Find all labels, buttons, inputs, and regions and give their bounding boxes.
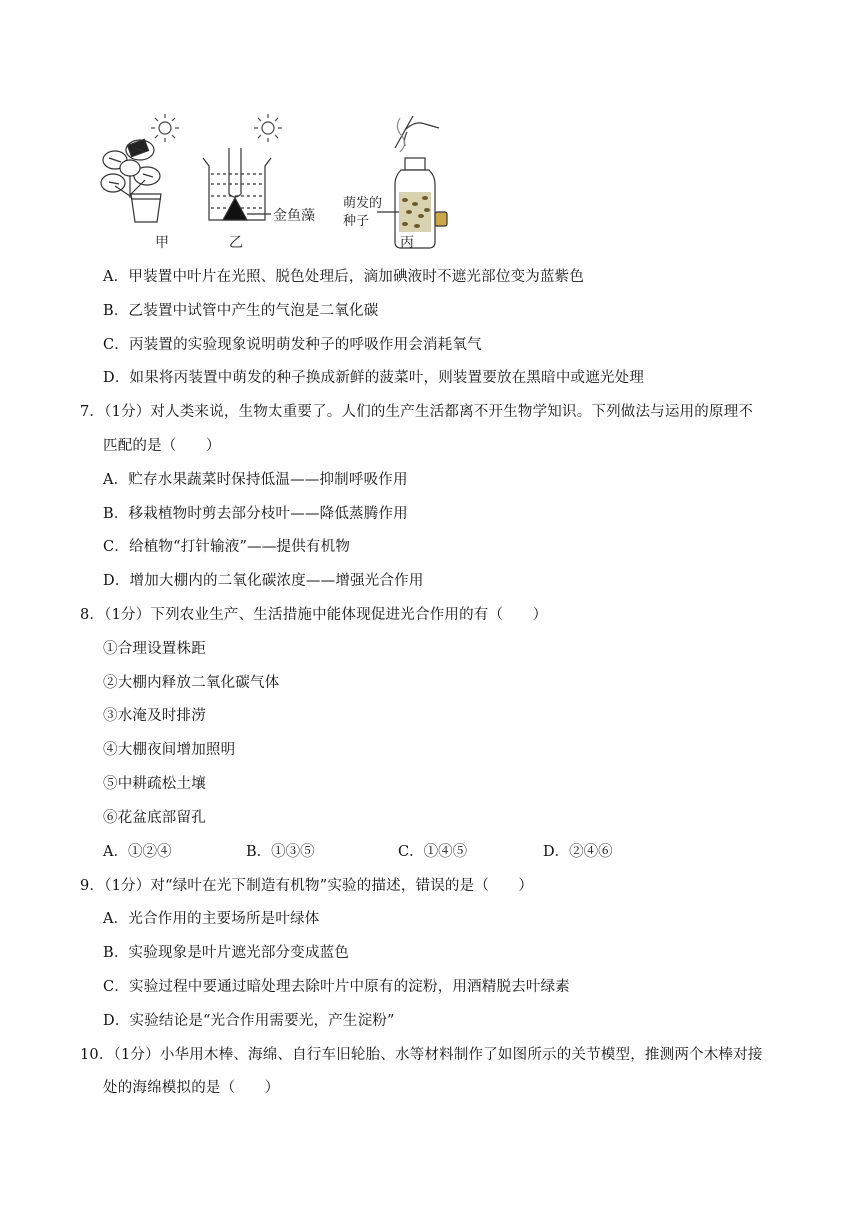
q6-option-a: A．甲装置中叶片在光照、脱色处理后，滴加碘液时不遮光部位变为蓝紫色	[103, 269, 585, 285]
q8-item-1: ①合理设置株距	[103, 641, 206, 657]
q7-option-a: A．贮存水果蔬菜时保持低温——抑制呼吸作用	[103, 472, 408, 488]
label-algae: 金鱼藻	[273, 208, 315, 224]
q9-option-c: C．实验过程中要通过暗处理去除叶片中原有的淀粉，用酒精脱去叶绿素	[103, 979, 570, 995]
sun-icon-2	[254, 114, 282, 142]
q8-item-5: ⑤中耕疏松土壤	[103, 776, 206, 792]
q9-option-d: D．实验结论是“光合作用需要光，产生淀粉”	[103, 1013, 395, 1029]
q9-option-b: B．实验现象是叶片遮光部分变成蓝色	[103, 945, 350, 961]
q10-stem-line2: 处的海绵模拟的是（ ）	[103, 1080, 280, 1096]
q8-stem: 8．（1分）下列农业生产、生活措施中能体现促进光合作用的有（ ）	[80, 607, 548, 623]
q7-option-d: D．增加大棚内的二氧化碳浓度——增强光合作用	[103, 573, 424, 589]
q7-stem-line2: 匹配的是（ ）	[103, 438, 221, 454]
beaker-drawing	[203, 148, 271, 220]
q6-option-d: D．如果将丙装置中萌发的种子换成新鲜的菠菜叶，则装置要放在黑暗中或遮光处理	[103, 370, 645, 386]
seed-bottle-drawing	[377, 116, 447, 248]
label-seed-line2: 种子	[343, 214, 370, 229]
q8-item-6: ⑥花盆底部留孔	[103, 810, 206, 826]
label-bing: 丙	[400, 235, 414, 251]
label-jia: 甲	[155, 235, 169, 251]
potted-plant-drawing	[101, 139, 161, 222]
sun-icon-1	[151, 114, 179, 142]
experiment-figure	[95, 108, 465, 258]
label-yi: 乙	[229, 235, 243, 251]
q7-option-c: C．给植物“打针输液”——提供有机物	[103, 539, 351, 555]
q10-stem-line1: 10．（1分）小华用木棒、海绵、自行车旧轮胎、水等材料制作了如图所示的关节模型，推测两个木棒对接	[80, 1047, 763, 1063]
q8-item-2: ②大棚内释放二氧化碳气体	[103, 675, 280, 691]
q9-stem: 9．（1分）对“绿叶在光下制造有机物”实验的描述，错误的是（ ）	[80, 878, 534, 894]
label-seed-line1: 萌发的	[343, 196, 383, 211]
q6-option-b: B．乙装置中试管中产生的气泡是二氧化碳	[103, 303, 379, 319]
q9-option-a: A．光合作用的主要场所是叶绿体	[103, 911, 320, 927]
q8-item-4: ④大棚夜间增加照明	[103, 742, 236, 758]
q6-option-c: C．丙装置的实验现象说明萌发种子的呼吸作用会消耗氧气	[103, 337, 482, 353]
q8-choice-c: C．①④⑤	[398, 844, 468, 860]
q8-choice-a: A．①②④	[103, 844, 172, 860]
q8-choice-d: D．②④⑥	[543, 844, 613, 860]
q8-item-3: ③水淹及时排涝	[103, 708, 206, 724]
q7-stem-line1: 7．（1分）对人类来说，生物太重要了。人们的生产生活都离不开生物学知识。下列做法与运用的原理不	[80, 404, 754, 420]
q8-choice-b: B．①③⑤	[246, 844, 315, 860]
q7-option-b: B．移栽植物时剪去部分枝叶——降低蒸腾作用	[103, 506, 408, 522]
